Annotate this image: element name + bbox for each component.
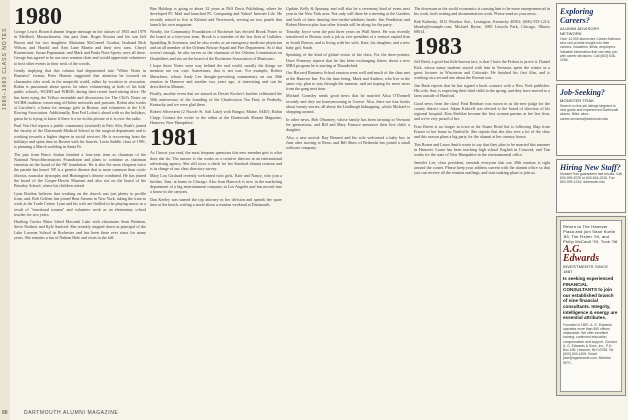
notes-paragraph: Lynn Bostbar believes that working on the church was just plenty to profile from, and, Rob Geffner has joined Bear Stearns in New York, taking the train to work at the Trade Center. Lynn and his wife are thrilled to be playing music as a result of "emotional trauma" and volunteer work as an elementary school teacher for two years. bbox=[14, 190, 146, 217]
page-number: 88 bbox=[2, 410, 8, 416]
notes-paragraph: Good news from the class! Paul Reinhart was sworn in as the new judge for the county district court. Adam Kidwell was elected to the board of directors of his regional hospital. Kim Sheldon became the first woman partner at her law firm, and we're very proud of her. bbox=[414, 100, 550, 122]
ad-subtitle: Return to The Hanover Plaza and join Sean Kurtin '83, Tim Fisher '94, and Philip McCaull '93, Tuck '98 bbox=[563, 224, 618, 244]
notes-paragraph: Update, Kelly & Sputnay, and will also be a ceremony kind of event next year in the New York area. Not only will there be a meeting at the Gardens and both of their dancing feet-on-the-sidelines heads: Jim Pendleton and Robert Herrera plus four other friends will be along for the party. bbox=[286, 6, 410, 27]
spine-label: 1980–1983 CLASS NOTES bbox=[2, 27, 8, 110]
ad-exploring-careers[interactable] bbox=[556, 3, 626, 81]
ad-body: MonsterTrak guarantees fast results. Call 800-999-8725 or 603-646-2215. Fax 800-999-1234; dartmouth.edu bbox=[560, 172, 622, 185]
notes-paragraph: Gently implying that this column had degenerated into "White Notes in Business" format, Peter Hansen suggested that attention be focused on classmates who work in the nonprofit world, either by vocation or avocation. Robin is passionate about sports, he takes volunteering at both of his kids' public schools, WGBH and WBUR, during their recent fund-raising drive. He has been eying the Yellow ensemble and discussions for The Cliff's Notes on WCBH tradition concerning off-kilter networks and pursuits. Robin also works at Caroline's, a home for teenage girls in Boston, and volunteers at the U.S. Rowing Association. Additionally, Ron Fed Loftus's ahead with us the holidays, guess he is trying to know if there is a tie in this picture or it is over the radio. bbox=[14, 68, 146, 121]
notes-paragraph: Hartling Curtiss Ritter hiked Macomb Lake with classmates Sean Bettman, Steve Neubert and Kyle Sanford. She recently stepped down as principal of the Lake Lucerne School in Rochester and has been there ever since for many years. She remains a fan of Nathan Hale and visits in the fall. bbox=[14, 219, 146, 240]
class-year-heading: 1980 bbox=[14, 6, 62, 30]
ad-body: Over 14,000 alumni are Career Advisors who can provide insight into their careers, industries, fields, employers. Valuable information that can help you with career decisions. Call (603) 646-2256. bbox=[560, 37, 621, 63]
class-notes-spine bbox=[0, 0, 10, 420]
ad-hiring-staff[interactable] bbox=[556, 159, 626, 213]
notes-paragraph: Jennifer Lee, class president, reminds everyone that our 20th reunion is right around the corner. Please keep your address current with the alumni office so that you can receive all the reunion mailings, and start making plans to join us. bbox=[414, 159, 550, 176]
notes-paragraph: Tim Rosen and Laura Smith wrote to say that they plan to be married this summer in Hanover. Laura has been teaching high school English in Concord, and Tim works for the state of New Hampshire in the environmental office. bbox=[414, 141, 550, 158]
class-notes-column-4 bbox=[414, 6, 550, 406]
ad-subtitle: ALUMNI ADVISORY NETWORK bbox=[560, 26, 600, 36]
class-year-heading: 1983 bbox=[414, 34, 462, 61]
class-year-heading: 1981 bbox=[150, 125, 198, 152]
ad-ag-edwards[interactable] bbox=[556, 216, 626, 396]
notes-paragraph: Fran Breen is no longer in town at the Stuart Hotel but is following Skip from France to her home in Nashville. She reports that she also sees a lot of the class and this season plans a big party for the alumni at her country house. bbox=[414, 123, 550, 140]
notes-paragraph: In other news, Bob Ohurmey, whose family has been farming in Vermont for generations, and Bill and Mary Furnace announce their first child, a daughter. bbox=[286, 116, 410, 133]
notes-paragraph: Dan Keeley was named the top attorney in her division and spends her spare time at the beach, writing a novel about a reunion weekend at Dartmouth. bbox=[150, 196, 282, 207]
ad-body: Search on line job listings targeted to new grads and experienced Dartmouth alumni. Bliss: alum-career.services@dartmouth.edu bbox=[560, 104, 619, 121]
notes-paragraph: Also, a new arrival: Ray Bennett and his wife welcomed a baby boy in June after moving to Reno, and Bill Shaw of Bethesda has joined a small software company. bbox=[286, 134, 410, 151]
notes-paragraph: I hope those Notes were way behind the real world, usually the things we mention are our own. Sometimes, that is not true. For example, Robert Marschner, whose Andy Lee thought-provoking commentary on our 30th reunion in Hanover and another two years ago, is interesting and can be described as Mannie. bbox=[150, 62, 282, 90]
notes-paragraph: Timothy Joyce went the past three years on Wall Street. He was recently transferred to Boston, took a job as vice president of a venture capital firm in South Boston, and is living with his wife, Kate, his daughter, and a new baby girl, Sarah. bbox=[286, 29, 410, 51]
ad-tagline: INVESTMENTS SINCE 1887 bbox=[563, 264, 609, 274]
ad-title: Hiring New Staff? bbox=[560, 163, 621, 172]
ad-subtitle: MONSTER TRAK bbox=[560, 98, 595, 103]
notes-paragraph: Our Harvard Business School reunion went well and much of the class met at the Hanover Inn. For the time being, Mark and Andrew, who live in the same city, plan to stay through the summer, and are hoping for more news from the gang next time. bbox=[286, 70, 410, 92]
notes-paragraph: Jim Rusk reports that he has signed a book contract with a New York publisher. His wife, Sue, is expecting their third child in the spring, and they have moved to a farm outside of Hartford. bbox=[414, 82, 550, 99]
notes-paragraph: The pair from Bruce Jordan finished a four-year term as chairman of the National Neurofibromatosis Foundation and plans to continue as chairman emeritus on the board of the NF foundation. He is also the most eloquent voice the parade has heard. NF is a genetic disease that is more common than cystic fibrosis, muscular dystrophy and Huntington's disease combined. He has joined the board of the Cooper-Hewitt Museum and also sits on the board of the Brearley School, where his children attend. bbox=[14, 151, 146, 189]
notes-paragraph: As I know you read, the most frequent questions this new member gets is what does she do. The answer is she works as a creative director at an international advertising agency. She still owes a check for her Stanford alumni reunion and is in charge of our class directory survey. bbox=[150, 150, 282, 172]
magazine-footer: DARTMOUTH ALUMNI MAGAZINE bbox=[24, 410, 119, 416]
ad-job-seeking[interactable] bbox=[556, 84, 626, 156]
notes-paragraph: Finally, another event that we missed as Dexter Kocher's brother celebrated the 50th anniversary of the founding of the Charlestown Tea Party in Peabody, Kentucky and we were glad there. bbox=[150, 91, 282, 108]
ad-headline: Is seeking experienced FINANCIAL CONSULTANTS to join our established branch of nine financial consultants. Integrity, intelligence & energy are essential attributes. bbox=[563, 276, 618, 321]
ad-sidebar bbox=[554, 0, 628, 420]
notes-paragraph: Mary Lou Gushard recently welcomed twin girls, Kate and Nancy, who join a brother, Tom, at home in Chicago. Also Jean Hancock is now in the marketing department of a big entertainment company in Los Angeles and has moved into a house in the canyons. bbox=[150, 173, 282, 195]
ad-body: Founded in 1887, A. G. Edwards operates more than 650 offices nationwide. We offer excellent training, continued education, compensation and support. Contact: A. G. Edwards & Sons, Inc., P.O. Box 165, Hanover, NH 03755. Tel (603) 643-1405. Email: jdoe@agedwards.com. Member SIPC. bbox=[563, 322, 618, 365]
ad-ag-edwards-inner bbox=[560, 220, 622, 392]
notes-paragraph: Paul Van Ord reports a public community (assisted) in Palo Alto, Ruth's joined the faculty of the Dartmouth Medical School in the surgical department and is working towards a higher degree in social services. He is recovering from the holidays and spent time in Boston with his fiancée. Lorin Saddle, class of 1981, is planning a March wedding in Santa Fe. bbox=[14, 123, 146, 150]
class-notes-column-2 bbox=[150, 6, 282, 406]
notes-paragraph: Nearby, the Community Foundation of Rochester has elected Brook Prater to the board as a four-year term. Brook is a member of the law firm of Gallaher, Spaulding & Sorenson, and he also works as an emergency medicine physician and an all member of the Orleans Rescue Squad and Fire Department. As if that weren't enough, he also serves as the chairman of the Orleans Commission on Disabilities and sits on the board of the Rochester Association of Musicians. bbox=[150, 29, 282, 61]
notes-paragraph: Speaking of the kind of global vision of the class, For the three-pointer, Dave Pomeroy reports that he has been exchanging letters about a new MBA program he is starting at Thunderbird. bbox=[286, 52, 410, 68]
notes-paragraph: The downturn in the world economics is causing him to be more entrepreneurial in his work, both writing and documentation work. Please send us your news. bbox=[414, 6, 550, 17]
notes-paragraph: Michael Gormley sends good news that he married Alisa O'Donnell recently and they are honeymooning in Greece. Also, there are four books about twenty stories, all about the Lindbergh kidnapping, which Michael is shopping around. bbox=[286, 93, 410, 115]
class-notes-column-1 bbox=[14, 6, 146, 406]
class-notes-column-3 bbox=[286, 6, 410, 406]
ad-title: A.G. Edwards bbox=[563, 244, 600, 264]
ad-title: Job-Seeking? bbox=[560, 88, 605, 97]
notes-paragraph: Jeff Reed, a good but little-known fact, is that I have the Fedora to prove it. Daniel Kirk, whose many students stayed with him in Vermont, spent the winter as a guest lecturer in Wisconsin and Colorado. He finished his first film, and is working on a second one about the Korean war. bbox=[414, 59, 550, 81]
notes-paragraph: George Lewis Howard alumni league message in the classes of 1955 and 1979 in Medford, Massachusetts, this past June. Roger Sissons and his son Jeff Brown and his two daughters Marianne McConnel Gordon, husband Rick Wilson, and Harold and Ann Lane Martin and their new sons. Cheryl Rosentrauer, Susan Papamantz, and Mark and Paula Nora Sperry were all there. George has agreed to be our next reunion chair and would appreciate volunteers to host other events in their neck of the woods. bbox=[14, 29, 146, 66]
notes-paragraph: Ben Holshop is going to about 32 years at Diff Davis Publishing, where he developed PC Mail and launched PC Computing and Yahoo! Internet Life. He recently retired to live at Kilimet and Newsweek, serving on two panels that launch his own magazine. bbox=[150, 6, 282, 27]
notes-paragraph: Rob Kalinsky, 1812 Windsor Ave., Lexington, Kentucky 40502; (606) 555-1214; kbrady@example.com; Michael Byrne, 1080 Lincoln Park, Chicago, Illinois 60614. bbox=[414, 18, 550, 35]
notes-paragraph: Robert Silverstein (2 Nozzle St. Salt Lake) with Bangor, Maine, 04401; Robin Clapp. Contact the writer or the editor at the Dartmouth Alumni Magazine, Hanover, New Hampshire. bbox=[150, 109, 282, 125]
ad-title: Exploring Careers? bbox=[560, 7, 594, 25]
